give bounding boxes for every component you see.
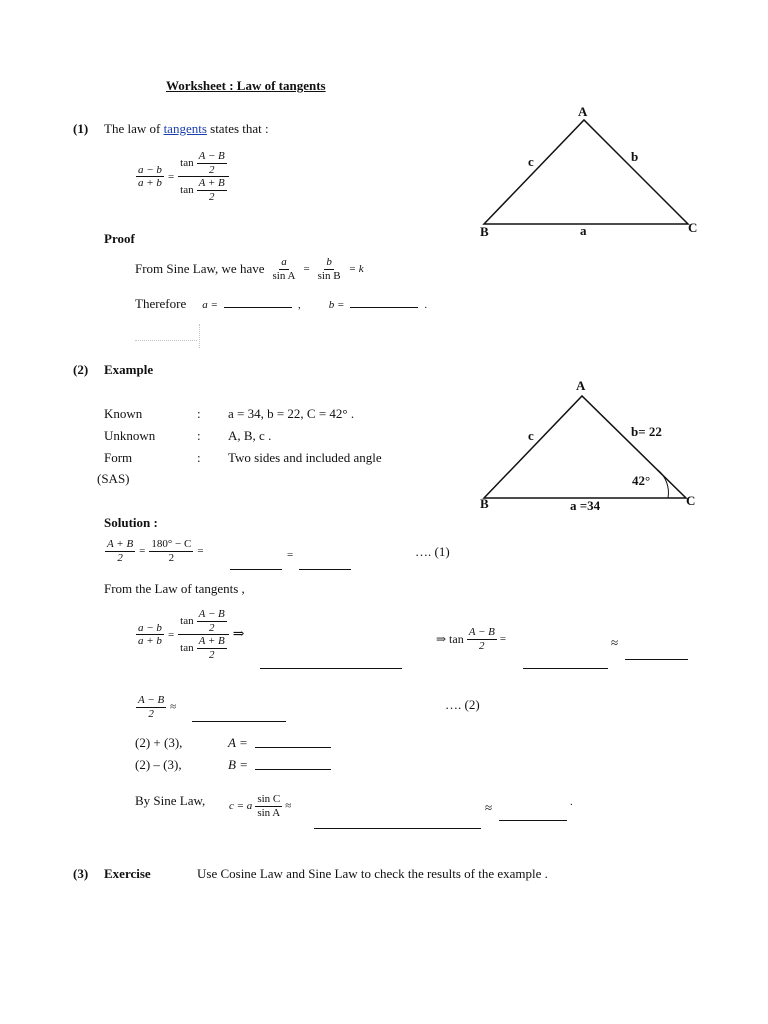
difference-step-label: (2) – (3), bbox=[135, 757, 182, 772]
half-difference bbox=[197, 608, 227, 634]
half-difference bbox=[467, 626, 497, 652]
angle-difference: A − B bbox=[468, 626, 495, 638]
side-a-label: a bbox=[580, 223, 587, 238]
one-eighty-minus-C: 180° − C bbox=[151, 538, 192, 550]
half-sum-equation bbox=[105, 538, 204, 564]
tan-label: tan bbox=[180, 156, 194, 169]
example-label: Example bbox=[104, 362, 154, 377]
period: . bbox=[570, 796, 573, 808]
angle-sum: A + B bbox=[198, 635, 225, 648]
equals-sign: = bbox=[139, 545, 146, 558]
unknown-value: A, B, c . bbox=[228, 428, 272, 443]
tangent-law-applied bbox=[136, 608, 245, 662]
law-of-tangents-formula bbox=[136, 150, 229, 204]
therefore-line bbox=[135, 296, 427, 312]
a-over-sinA bbox=[271, 256, 298, 282]
form-label: Form bbox=[104, 450, 133, 465]
solution-label: Solution : bbox=[104, 515, 158, 530]
numerator-a: a bbox=[281, 256, 287, 268]
unknown-colon: : bbox=[197, 428, 201, 443]
angle-arc bbox=[658, 470, 668, 498]
b-equals: b = bbox=[328, 299, 345, 311]
two: 2 bbox=[168, 551, 175, 564]
side-b-label: b= 22 bbox=[631, 424, 662, 439]
approx-sign: ≈ bbox=[485, 800, 493, 815]
form-colon: : bbox=[197, 450, 201, 465]
numerator-b: b bbox=[326, 256, 332, 268]
sinC-over-sinA bbox=[255, 793, 282, 819]
angle-C-label: 42° bbox=[632, 473, 651, 488]
equals-sign: = bbox=[167, 170, 175, 183]
tan-label: tan bbox=[180, 642, 194, 655]
rhs-fraction bbox=[178, 150, 229, 204]
equals-k: = k bbox=[348, 263, 364, 276]
vertex-C-label: C bbox=[688, 220, 698, 235]
question-3-number: (3) bbox=[73, 866, 89, 881]
exercise-text: Use Cosine Law and Sine Law to check the results of the example . bbox=[197, 866, 548, 881]
triangle-2-shape bbox=[484, 396, 686, 498]
approx-sign: ≈ bbox=[170, 701, 177, 714]
intro-text-pre: The law of bbox=[104, 121, 164, 136]
two: 2 bbox=[208, 621, 215, 634]
implies-arrow: ⇒ bbox=[232, 627, 245, 643]
page-title: Worksheet : Law of tangents bbox=[166, 78, 326, 93]
half-sum-blank-2[interactable] bbox=[299, 558, 351, 570]
faint-scribble-artifact bbox=[135, 322, 205, 350]
side-c-value-blank[interactable] bbox=[499, 809, 567, 821]
half-difference bbox=[197, 150, 227, 176]
sine-law-text: From Sine Law, we have bbox=[135, 261, 265, 277]
B-equals: B = bbox=[228, 757, 248, 772]
question-1-number: (1) bbox=[73, 121, 89, 136]
vertex-C-label: C bbox=[686, 493, 696, 508]
angle-sum: A + B bbox=[198, 177, 225, 190]
implies-tan: ⇒ tan bbox=[436, 631, 464, 646]
side-b-label: b bbox=[631, 149, 639, 164]
sum-step-label: (2) + (3), bbox=[135, 735, 183, 750]
half-difference bbox=[136, 694, 166, 720]
lhs-denominator: a + b bbox=[138, 635, 162, 648]
equals-sign: = bbox=[499, 633, 507, 646]
by-sine-law-label: By Sine Law, bbox=[135, 793, 206, 808]
intro-text-post: states that : bbox=[206, 121, 269, 136]
equals-sign: = bbox=[287, 549, 294, 561]
side-c-expression-blank[interactable] bbox=[314, 817, 481, 829]
two: 2 bbox=[208, 648, 215, 661]
rhs-denominator bbox=[178, 635, 229, 661]
two: 2 bbox=[208, 163, 215, 176]
equals-sign: = bbox=[303, 263, 310, 276]
tan-approx-blank[interactable] bbox=[625, 648, 688, 660]
question-1-intro bbox=[104, 121, 269, 137]
form-value: Two sides and included angle bbox=[228, 450, 382, 465]
triangle-diagram-1 bbox=[470, 98, 710, 248]
triangle-diagram-2 bbox=[470, 374, 710, 524]
rhs-numerator bbox=[178, 150, 229, 177]
vertex-A-label: A bbox=[578, 104, 588, 119]
triangle-1-shape bbox=[484, 120, 688, 224]
approx-sign: ≈ bbox=[285, 800, 292, 813]
proof-label: Proof bbox=[104, 231, 135, 246]
tan-label: tan bbox=[180, 614, 194, 627]
rhs-fraction bbox=[178, 608, 229, 662]
question-2-number: (2) bbox=[73, 362, 89, 377]
a-equals: a = bbox=[202, 299, 218, 311]
vertex-B-label: B bbox=[480, 496, 489, 511]
side-c-label: c bbox=[528, 428, 534, 443]
known-value: a = 34, b = 22, C = 42° . bbox=[228, 406, 355, 421]
lhs-denominator: a + b bbox=[138, 177, 162, 190]
lhs-numerator: a − b bbox=[138, 621, 162, 634]
tan-label: tan bbox=[180, 184, 194, 197]
sinC: sin C bbox=[257, 793, 281, 805]
known-label: Known bbox=[104, 406, 143, 421]
side-a-label: a =34 bbox=[570, 498, 601, 513]
rhs-denominator bbox=[178, 177, 229, 203]
exercise-label: Exercise bbox=[104, 866, 151, 881]
tan-half-difference-expression bbox=[436, 626, 506, 652]
rhs-numerator bbox=[178, 608, 229, 635]
half-sum-fraction bbox=[105, 538, 135, 564]
two: 2 bbox=[208, 190, 215, 203]
tan-value-blank[interactable] bbox=[523, 657, 608, 669]
angle-difference: A − B bbox=[138, 694, 165, 706]
period: . bbox=[424, 299, 428, 311]
denominator-sinA: sin A bbox=[272, 269, 296, 282]
half-sum bbox=[197, 177, 227, 203]
approx-sign: ≈ bbox=[611, 635, 619, 650]
denominator-sinB: sin B bbox=[317, 269, 341, 282]
angle-difference: A − B bbox=[198, 608, 225, 620]
equation-2-tag: …. (2) bbox=[445, 697, 480, 712]
lhs-numerator: a − b bbox=[138, 163, 162, 176]
A-equals: A = bbox=[228, 735, 248, 750]
known-colon: : bbox=[197, 406, 201, 421]
angle-sum: A + B bbox=[107, 538, 134, 550]
side-c-expression bbox=[229, 793, 291, 819]
tangents-link[interactable]: tangents bbox=[163, 121, 207, 136]
equation-1-tag: …. (1) bbox=[415, 544, 450, 559]
two: 2 bbox=[148, 707, 154, 720]
vertex-B-label: B bbox=[480, 224, 489, 239]
comma: , bbox=[297, 299, 301, 311]
two: 2 bbox=[479, 639, 485, 652]
half-sum bbox=[197, 635, 227, 661]
supplement-fraction bbox=[149, 538, 193, 564]
ratio-value-blank[interactable] bbox=[260, 657, 402, 669]
two: 2 bbox=[117, 551, 123, 564]
half-difference-approx bbox=[136, 694, 176, 720]
angle-difference: A − B bbox=[198, 150, 225, 162]
unknown-label: Unknown bbox=[104, 428, 156, 443]
from-law-text: From the Law of tangents , bbox=[104, 581, 245, 596]
vertex-A-label: A bbox=[576, 378, 586, 393]
equals-sign: = bbox=[197, 545, 204, 558]
side-c-label: c bbox=[528, 154, 534, 169]
B-answer-blank[interactable] bbox=[255, 758, 331, 770]
c-equals-a: c = a bbox=[229, 800, 253, 813]
a-answer-blank[interactable] bbox=[224, 296, 292, 308]
b-answer-blank[interactable] bbox=[350, 296, 418, 308]
lhs-fraction bbox=[136, 622, 164, 648]
sas-label: (SAS) bbox=[97, 471, 130, 486]
sine-law-statement bbox=[135, 256, 364, 282]
equals-sign: = bbox=[167, 628, 175, 641]
half-difference-blank[interactable] bbox=[192, 710, 286, 722]
half-sum-blank-1[interactable] bbox=[230, 558, 282, 570]
b-over-sinB bbox=[316, 256, 343, 282]
therefore-text: Therefore bbox=[135, 296, 187, 311]
A-answer-blank[interactable] bbox=[255, 736, 331, 748]
sinA: sin A bbox=[257, 806, 281, 819]
lhs-fraction bbox=[136, 164, 164, 190]
